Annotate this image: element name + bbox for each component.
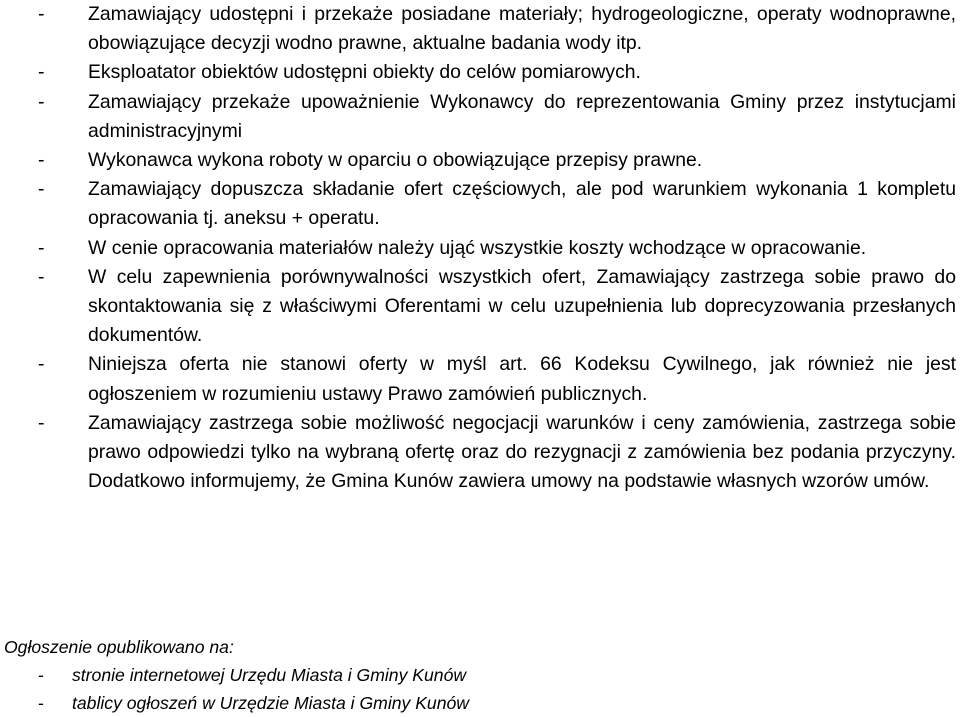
bullet-text: Zamawiający udostępni i przekaże posiadane materiały; hydrogeologiczne, operaty wodnoprawne, obowiązujące decyzji wodno prawne, aktualne badania wody itp.	[88, 3, 956, 55]
bullet-dash: -	[38, 693, 44, 713]
list-item	[0, 0, 960, 58]
list-item	[0, 409, 960, 497]
bullet-text: Zamawiający dopuszcza składanie ofert częściowych, ale pod warunkiem wykonania 1 kompletu opracowania tj. aneksu + operatu.	[88, 178, 956, 230]
bullet-dash: -	[38, 90, 45, 113]
list-item	[0, 175, 960, 233]
list-item	[0, 350, 960, 408]
bullet-dash: -	[38, 411, 45, 434]
bullet-dash: -	[38, 265, 45, 288]
list-item	[0, 146, 960, 175]
bullet-dash: -	[38, 665, 44, 685]
publication-title: Ogłoszenie opublikowano na:	[4, 637, 234, 657]
bullet-text: W cenie opracowania materiałów należy ująć wszystkie koszty wchodzące w opracowanie.	[88, 236, 867, 259]
list-item	[0, 58, 960, 87]
list-item	[0, 234, 960, 263]
publication-note	[0, 633, 960, 717]
publication-place: tablicy ogłoszeń w Urzędzie Miasta i Gminy Kunów	[72, 693, 469, 713]
bullet-dash: -	[38, 236, 45, 259]
bullet-dash: -	[38, 178, 45, 201]
list-item	[0, 263, 960, 351]
bullet-text: Niniejsza oferta nie stanowi oferty w myśl art. 66 Kodeksu Cywilnego, jak również nie jest ogłoszeniem w rozumieniu ustawy Prawo zamówień publicznych.	[88, 353, 956, 405]
list-item	[0, 689, 960, 717]
publication-place: stronie internetowej Urzędu Miasta i Gminy Kunów	[72, 665, 467, 685]
bullet-text: Eksploatator obiektów udostępni obiekty do celów pomiarowych.	[88, 61, 641, 84]
list-item	[0, 661, 960, 689]
bullet-dash: -	[38, 149, 45, 172]
list-item	[0, 88, 960, 146]
bullet-dash: -	[38, 61, 45, 84]
bullet-dash: -	[38, 353, 45, 376]
bullet-dash: -	[38, 3, 45, 25]
publication-list	[0, 661, 960, 717]
bullet-text: Zamawiający przekaże upoważnienie Wykonawcy do reprezentowania Gminy przez instytucjami administracyjnymi	[88, 90, 956, 142]
bullet-text: W celu zapewnienia porównywalności wszystkich ofert, Zamawiający zastrzega sobie prawo do skontaktowania się z właściwymi Oferentami w celu uzupełnienia lub doprecyzowania przesłanych dokumentów.	[88, 265, 956, 347]
bullet-text: Wykonawca wykona roboty w oparciu o obowiązujące przepisy prawne.	[88, 149, 703, 172]
bullet-text: Zamawiający zastrzega sobie możliwość negocjacji warunków i ceny zamówienia, zastrzega sobie prawo odpowiedzi tylko na wybraną ofertę oraz do rezygnacji z zamówienia bez podania przyczyny. Dodatkowo informujemy, że Gmina Kunów zawiera umowy na podstawie własnych wzorów umów.	[88, 411, 956, 493]
